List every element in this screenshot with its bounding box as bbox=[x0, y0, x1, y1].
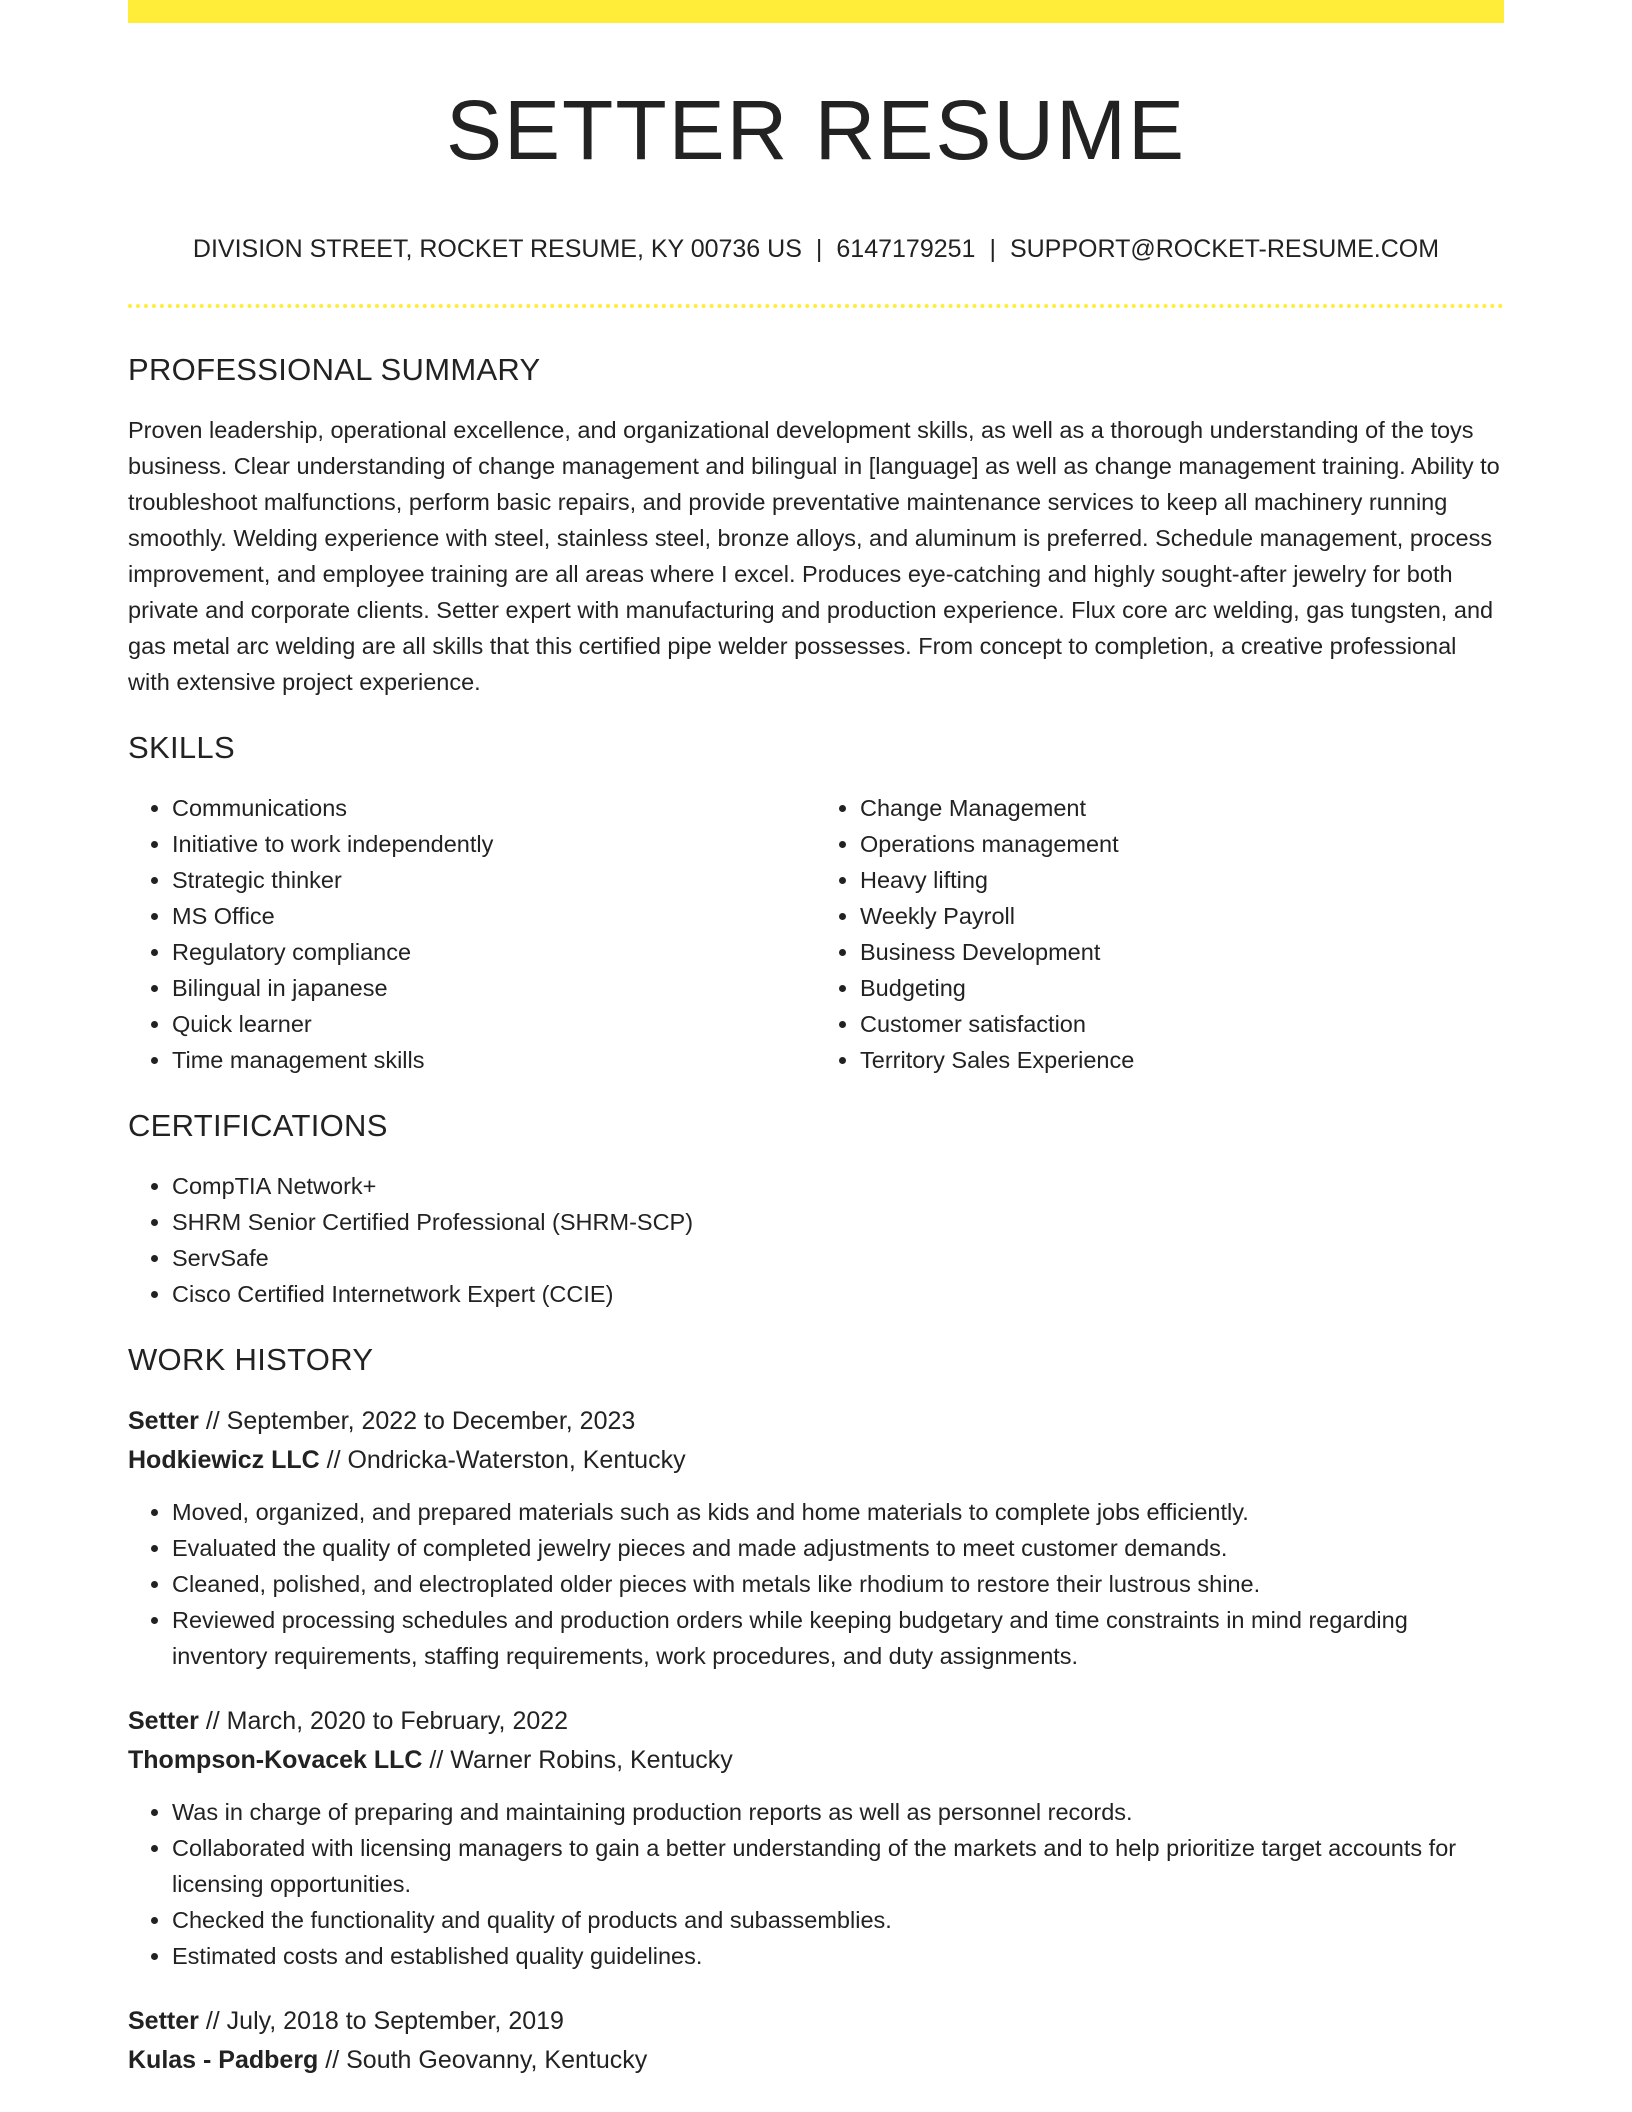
skill-item: • Heavy lifting bbox=[860, 862, 1504, 898]
skill-item: • Customer satisfaction bbox=[860, 1006, 1504, 1042]
job-duty: • Reviewed processing schedules and production orders while keeping budgetary and time constraints in mind regarding inventory requirements, staffing requirements, work procedures, and duty assignments. bbox=[172, 1602, 1504, 1674]
job-separator: // bbox=[198, 1407, 227, 1435]
skill-item: • Business Development bbox=[860, 934, 1504, 970]
contact-address: DIVISION STREET, ROCKET RESUME, KY 00736 US bbox=[192, 235, 802, 263]
resume-name: SETTER RESUME bbox=[445, 83, 1187, 177]
skill-item: • MS Office bbox=[172, 898, 816, 934]
contact-separator: | bbox=[989, 235, 996, 263]
job-duties-list bbox=[128, 1494, 1504, 1674]
work-history-heading: WORK HISTORY bbox=[128, 1342, 374, 1377]
skill-item: • Quick learner bbox=[172, 1006, 816, 1042]
skill-item: • Time management skills bbox=[172, 1042, 816, 1078]
skills-columns bbox=[128, 790, 1504, 1078]
job-role-line bbox=[128, 2002, 1504, 2041]
job-entry bbox=[128, 1702, 1504, 1974]
job-company: Kulas - Padberg bbox=[128, 2046, 319, 2074]
job-dates: July, 2018 to September, 2019 bbox=[226, 2007, 564, 2035]
job-separator: // bbox=[198, 1707, 227, 1735]
job-duty: • Moved, organized, and prepared materials such as kids and home materials to complete jobs efficiently. bbox=[172, 1494, 1504, 1530]
skill-item: • Strategic thinker bbox=[172, 862, 816, 898]
job-dates: September, 2022 to December, 2023 bbox=[226, 1407, 636, 1435]
contact-line bbox=[128, 234, 1504, 264]
skill-item: • Initiative to work independently bbox=[172, 826, 816, 862]
job-separator: // bbox=[319, 1446, 348, 1474]
skills-list-right bbox=[816, 790, 1504, 1078]
skill-item: • Weekly Payroll bbox=[860, 898, 1504, 934]
job-duty: • Estimated costs and established quality guidelines. bbox=[172, 1938, 1504, 1974]
job-entry bbox=[128, 2002, 1504, 2080]
job-separator: // bbox=[422, 1746, 451, 1774]
job-company-line bbox=[128, 2041, 1504, 2080]
skills-list-left bbox=[128, 790, 816, 1078]
job-duties-list bbox=[128, 1794, 1504, 1974]
certification-item: • Cisco Certified Internetwork Expert (CCIE) bbox=[172, 1276, 1504, 1312]
skill-item: • Change Management bbox=[860, 790, 1504, 826]
job-separator: // bbox=[318, 2046, 347, 2074]
job-company-line bbox=[128, 1441, 1504, 1480]
job-company: Thompson-Kovacek LLC bbox=[128, 1746, 423, 1774]
job-duty: • Cleaned, polished, and electroplated older pieces with metals like rhodium to restore their lustrous shine. bbox=[172, 1566, 1504, 1602]
job-duty: • Collaborated with licensing managers to gain a better understanding of the markets and to help prioritize target accounts for licensing opportunities. bbox=[172, 1830, 1504, 1902]
job-location: Warner Robins, Kentucky bbox=[450, 1746, 733, 1774]
job-separator: // bbox=[198, 2007, 227, 2035]
job-entry bbox=[128, 1402, 1504, 1674]
job-location: Ondricka-Waterston, Kentucky bbox=[347, 1446, 686, 1474]
skill-item: • Operations management bbox=[860, 826, 1504, 862]
job-dates: March, 2020 to February, 2022 bbox=[226, 1707, 569, 1735]
job-role-line bbox=[128, 1402, 1504, 1441]
job-duty: • Evaluated the quality of completed jewelry pieces and made adjustments to meet customer demands. bbox=[172, 1530, 1504, 1566]
skill-item: • Communications bbox=[172, 790, 816, 826]
certifications-heading: CERTIFICATIONS bbox=[128, 1108, 388, 1143]
dotted-divider bbox=[128, 304, 1504, 308]
skill-item: • Bilingual in japanese bbox=[172, 970, 816, 1006]
certification-item: • CompTIA Network+ bbox=[172, 1168, 1504, 1204]
job-location: South Geovanny, Kentucky bbox=[346, 2046, 648, 2074]
job-role: Setter bbox=[128, 2007, 199, 2035]
contact-separator: | bbox=[815, 235, 823, 263]
job-duty: • Checked the functionality and quality of products and subassemblies. bbox=[172, 1902, 1504, 1938]
job-role-line bbox=[128, 1702, 1504, 1741]
contact-email: SUPPORT@ROCKET-RESUME.COM bbox=[1009, 235, 1440, 263]
certifications-list bbox=[128, 1168, 1504, 1312]
skill-item: • Regulatory compliance bbox=[172, 934, 816, 970]
skill-item: • Budgeting bbox=[860, 970, 1504, 1006]
contact-phone: 6147179251 bbox=[836, 235, 976, 263]
job-role: Setter bbox=[128, 1407, 199, 1435]
summary-heading: PROFESSIONAL SUMMARY bbox=[128, 352, 541, 387]
job-role: Setter bbox=[128, 1707, 199, 1735]
job-duty: • Was in charge of preparing and maintaining production reports as well as personnel records. bbox=[172, 1794, 1504, 1830]
job-company: Hodkiewicz LLC bbox=[128, 1446, 320, 1474]
certification-item: • SHRM Senior Certified Professional (SHRM-SCP) bbox=[172, 1204, 1504, 1240]
summary-text: Proven leadership, operational excellence, and organizational development skills, as well as a thorough understanding of the toys business. Clear understanding of change management and bilingual in [language] as well as change management training. Ability to troubleshoot malfunctions, perform basic repairs, and provide preventative maintenance services to keep all machinery running smoothly. Welding experience with steel, stainless steel, bronze alloys, and aluminum is preferred. Schedule management, process improvement, and employee training are all areas where I excel. Produces eye-catching and highly sought-after jewelry for both private and corporate clients. Setter expert with manufacturing and production experience. Flux core arc welding, gas tungsten, and gas metal arc welding are all skills that this certified pipe welder possesses. From concept to completion, a creative professional with extensive project experience. bbox=[128, 417, 1500, 695]
certification-item: • ServSafe bbox=[172, 1240, 1504, 1276]
skill-item: • Territory Sales Experience bbox=[860, 1042, 1504, 1078]
resume-content bbox=[128, 0, 1504, 2080]
job-company-line bbox=[128, 1741, 1504, 1780]
skills-heading: SKILLS bbox=[128, 730, 235, 765]
